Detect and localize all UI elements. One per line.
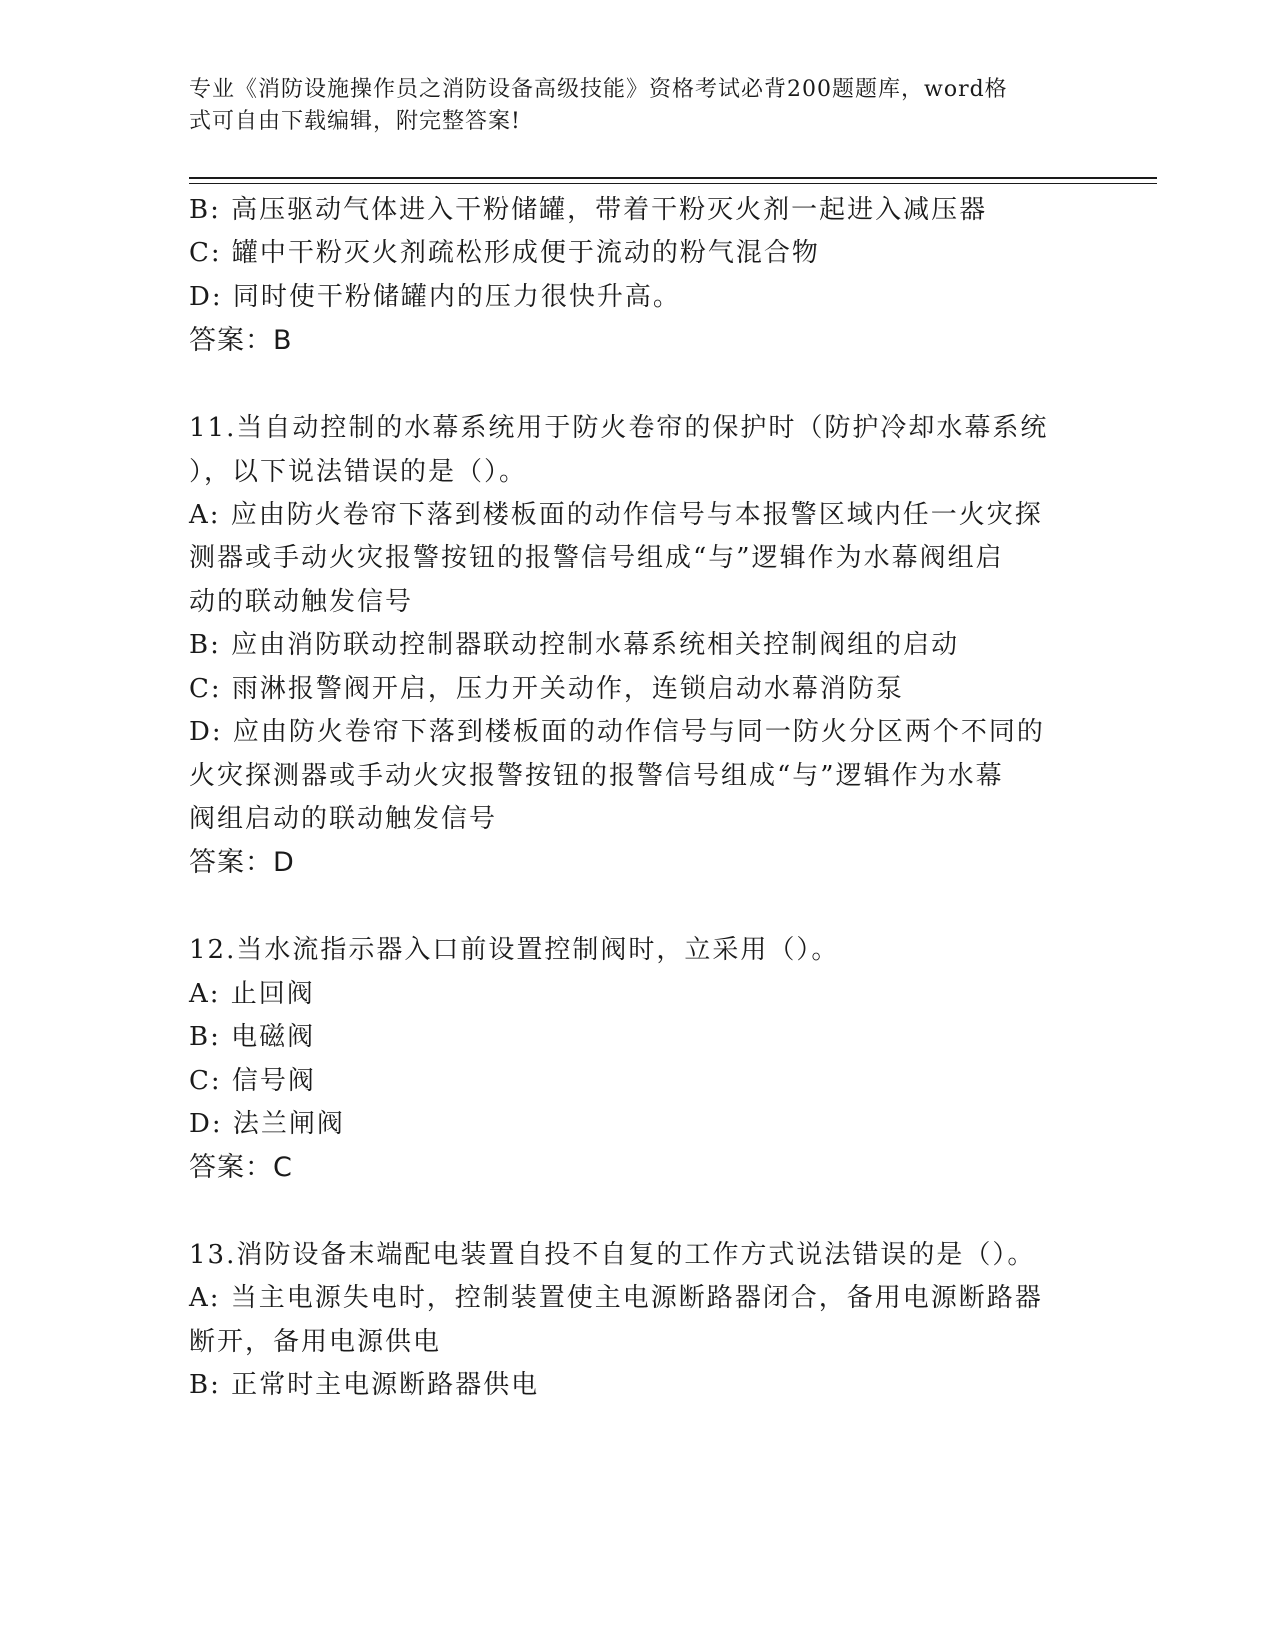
q11-stem-line-1: 11.当自动控制的水幕系统用于防火卷帘的保护时（防护冷却水幕系统 <box>189 413 1049 443</box>
header-divider-thick <box>189 177 1157 179</box>
header-line-2: 式可自由下载编辑，附完整答案! <box>189 109 521 134</box>
q12-stem: 12.当水流指示器入口前设置控制阀时，立采用（）。 <box>189 935 840 965</box>
q12-option-d: D: 法兰闸阀 <box>189 1109 345 1139</box>
q11-option-a-line-3: 动的联动触发信号 <box>189 587 414 617</box>
q11-option-d-line-1: D: 应由防火卷帘下落到楼板面的动作信号与同一防火分区两个不同的 <box>189 717 1045 747</box>
header-divider-thin <box>189 183 1157 184</box>
q11-option-c: C: 雨淋报警阀开启，压力开关动作，连锁启动水幕消防泵 <box>189 674 904 704</box>
document-header <box>189 74 1069 138</box>
q12-option-a: A: 止回阀 <box>189 979 315 1009</box>
q11-option-a-line-2: 测器或手动火灾报警按钮的报警信号组成“与”逻辑作为水幕阀组启 <box>189 543 1004 573</box>
q10-option-d: D: 同时使干粉储罐内的压力很快升高。 <box>189 282 681 312</box>
q10-option-b: B: 高压驱动气体进入干粉储罐，带着干粉灭火剂一起进入减压器 <box>189 195 988 225</box>
q11-answer: 答案：D <box>189 847 295 878</box>
q11-option-d-line-2: 火灾探测器或手动火灾报警按钮的报警信号组成“与”逻辑作为水幕 <box>189 761 1004 791</box>
q11-option-b: B: 应由消防联动控制器联动控制水幕系统相关控制阀组的启动 <box>189 630 960 660</box>
q13-stem: 13.消防设备末端配电装置自投不自复的工作方式说法错误的是（）。 <box>189 1240 1036 1270</box>
q10-option-c: C: 罐中干粉灭火剂疏松形成便于流动的粉气混合物 <box>189 238 820 268</box>
q10-answer: 答案：B <box>189 325 293 356</box>
q12-option-b: B: 电磁阀 <box>189 1022 316 1052</box>
header-line-1: 专业《消防设施操作员之消防设备高级技能》资格考试必背200题题库，word格 <box>189 77 1008 102</box>
q13-option-a-line-1: A: 当主电源失电时，控制装置使主电源断路器闭合，备用电源断路器 <box>189 1283 1043 1313</box>
q11-option-a-line-1: A: 应由防火卷帘下落到楼板面的动作信号与本报警区域内任一火灾探 <box>189 500 1043 530</box>
q13-option-a-line-2: 断开，备用电源供电 <box>189 1327 442 1357</box>
q12-option-c: C: 信号阀 <box>189 1066 316 1096</box>
q11-option-d-line-3: 阀组启动的联动触发信号 <box>189 804 498 834</box>
q11-stem-line-2: ），以下说法错误的是（）。 <box>189 457 528 487</box>
q12-answer: 答案：C <box>189 1152 293 1183</box>
q13-option-b: B: 正常时主电源断路器供电 <box>189 1370 540 1400</box>
